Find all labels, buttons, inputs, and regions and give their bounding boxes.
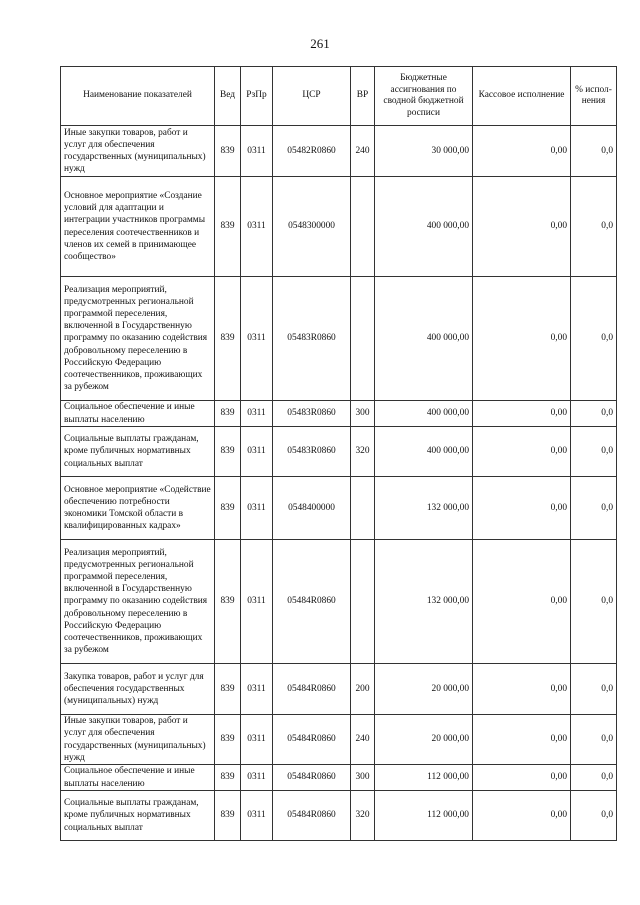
row-rzpr: 0311 [241,765,273,791]
row-ved: 839 [215,715,241,765]
table-header-row [61,67,617,126]
row-budget: 132 000,00 [375,540,473,664]
row-rzpr: 0311 [241,126,273,177]
row-rzpr: 0311 [241,277,273,401]
table-row [61,427,617,477]
row-budget: 20 000,00 [375,664,473,715]
table-row [61,765,617,791]
row-budget: 400 000,00 [375,401,473,427]
row-budget: 132 000,00 [375,477,473,540]
row-vr: 240 [351,126,375,177]
row-percent: 0,0 [571,765,617,791]
row-budget: 112 000,00 [375,765,473,791]
row-rzpr: 0311 [241,177,273,277]
row-vr [351,177,375,277]
row-name: Реализация мероприятий, предусмотренных региональной программой переселения, включенной в Государственную программу по оказанию содействия добровольному переселению в Российскую Федерацию соотечественников, проживающих за рубежом [61,540,215,664]
row-ved: 839 [215,401,241,427]
row-budget: 400 000,00 [375,177,473,277]
row-vr [351,277,375,401]
row-rzpr: 0311 [241,401,273,427]
row-percent: 0,0 [571,791,617,841]
row-rzpr: 0311 [241,477,273,540]
table-row [61,791,617,841]
row-percent: 0,0 [571,277,617,401]
table-row [61,277,617,401]
row-budget: 400 000,00 [375,427,473,477]
table-row [61,477,617,540]
row-percent: 0,0 [571,126,617,177]
row-budget: 400 000,00 [375,277,473,401]
row-vr: 200 [351,664,375,715]
row-cash: 0,00 [473,765,571,791]
row-ved: 839 [215,765,241,791]
header-rzpr: РзПр [241,67,273,126]
row-cash: 0,00 [473,715,571,765]
row-vr: 320 [351,791,375,841]
row-ved: 839 [215,540,241,664]
row-percent: 0,0 [571,401,617,427]
row-cash: 0,00 [473,664,571,715]
row-csr: 05483R0860 [273,401,351,427]
row-name: Основное мероприятие «Создание условий для адаптации и интеграции участников программы переселения соотечественников и членов их семей в принимающее сообщество» [61,177,215,277]
table-row [61,664,617,715]
row-rzpr: 0311 [241,715,273,765]
row-csr: 05484R0860 [273,664,351,715]
table-row [61,177,617,277]
row-budget: 30 000,00 [375,126,473,177]
row-name: Социальное обеспечение и иные выплаты населению [61,401,215,427]
table-row [61,540,617,664]
row-ved: 839 [215,177,241,277]
header-budget: Бюджетные ассигнования по сводной бюджетной росписи [375,67,473,126]
row-budget: 112 000,00 [375,791,473,841]
row-cash: 0,00 [473,277,571,401]
row-csr: 05484R0860 [273,715,351,765]
row-ved: 839 [215,791,241,841]
header-csr: ЦСР [273,67,351,126]
row-cash: 0,00 [473,427,571,477]
header-name: Наименование показателей [61,67,215,126]
row-cash: 0,00 [473,477,571,540]
row-percent: 0,0 [571,477,617,540]
row-rzpr: 0311 [241,664,273,715]
table-row [61,126,617,177]
header-vr: ВР [351,67,375,126]
header-cash: Кассовое исполнение [473,67,571,126]
row-vr: 300 [351,401,375,427]
row-cash: 0,00 [473,126,571,177]
row-percent: 0,0 [571,427,617,477]
row-vr [351,540,375,664]
row-name: Иные закупки товаров, работ и услуг для обеспечения государственных (муниципальных) нужд [61,715,215,765]
row-name: Основное мероприятие «Содействие обеспечению потребности экономики Томской области в квалифицированных кадрах» [61,477,215,540]
row-csr: 05483R0860 [273,277,351,401]
row-percent: 0,0 [571,664,617,715]
row-name: Социальное обеспечение и иные выплаты населению [61,765,215,791]
row-csr: 05482R0860 [273,126,351,177]
row-ved: 839 [215,477,241,540]
budget-execution-table [60,66,617,841]
row-percent: 0,0 [571,540,617,664]
row-budget: 20 000,00 [375,715,473,765]
row-cash: 0,00 [473,401,571,427]
row-name: Закупка товаров, работ и услуг для обеспечения государственных (муниципальных) нужд [61,664,215,715]
row-rzpr: 0311 [241,427,273,477]
table-row [61,715,617,765]
row-csr: 05484R0860 [273,791,351,841]
row-cash: 0,00 [473,540,571,664]
row-cash: 0,00 [473,177,571,277]
table-row [61,401,617,427]
row-rzpr: 0311 [241,540,273,664]
row-name: Социальные выплаты гражданам, кроме публичных нормативных социальных выплат [61,791,215,841]
row-ved: 839 [215,277,241,401]
row-csr: 05483R0860 [273,427,351,477]
row-csr: 0548300000 [273,177,351,277]
row-ved: 839 [215,126,241,177]
row-csr: 05484R0860 [273,540,351,664]
row-ved: 839 [215,664,241,715]
row-ved: 839 [215,427,241,477]
row-csr: 0548400000 [273,477,351,540]
row-rzpr: 0311 [241,791,273,841]
row-name: Социальные выплаты гражданам, кроме публичных нормативных социальных выплат [61,427,215,477]
row-vr: 240 [351,715,375,765]
row-percent: 0,0 [571,177,617,277]
row-cash: 0,00 [473,791,571,841]
header-ved: Вед [215,67,241,126]
row-name: Реализация мероприятий, предусмотренных региональной программой переселения, включенной в Государственную программу по оказанию содействия добровольному переселению в Российскую Федерацию соотечественников, проживающих за рубежом [61,277,215,401]
row-vr: 300 [351,765,375,791]
row-percent: 0,0 [571,715,617,765]
page-number: 261 [310,36,330,51]
row-vr: 320 [351,427,375,477]
row-csr: 05484R0860 [273,765,351,791]
row-name: Иные закупки товаров, работ и услуг для обеспечения государственных (муниципальных) нужд [61,126,215,177]
row-vr [351,477,375,540]
header-percent: % испол-нения [571,67,617,126]
